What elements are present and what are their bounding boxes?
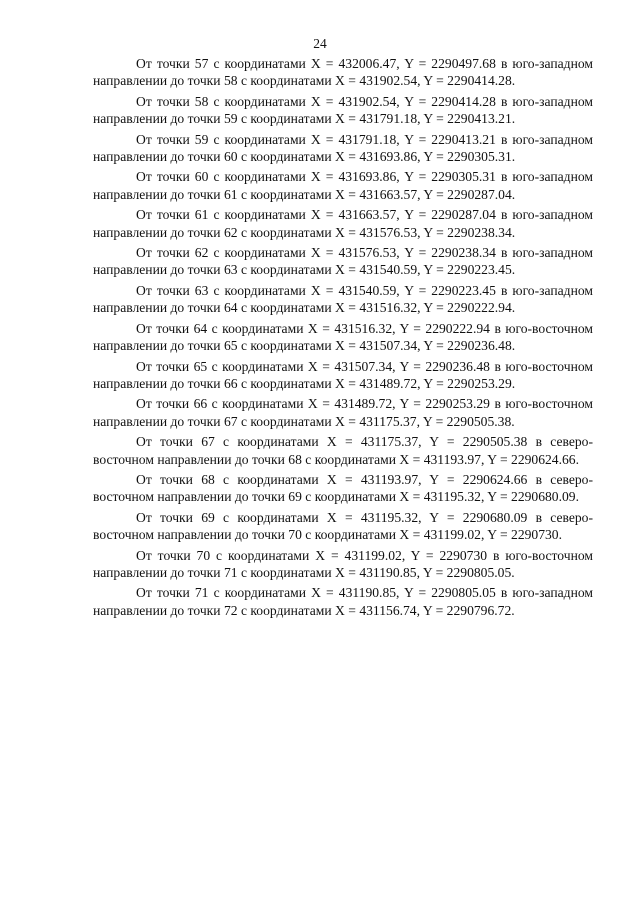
page-number: 24 — [313, 36, 327, 51]
boundary-paragraph: От точки 60 с координатами X = 431693.86, Y = 2290305.31 в юго-западном направлении до точки 61 с координатами X = 431663.57, Y = 2290287.04. — [93, 169, 593, 202]
boundary-paragraph: От точки 66 с координатами X = 431489.72, Y = 2290253.29 в юго-восточном направлении до точки 67 с координатами X = 431175.37, Y = 2290505.38. — [93, 396, 593, 429]
boundary-paragraph: От точки 69 с координатами X = 431195.32, Y = 2290680.09 в северо-восточном направлении до точки 70 с координатами X = 431199.02, Y = 2290730. — [93, 509, 593, 543]
boundary-paragraph: От точки 62 с координатами X = 431576.53, Y = 2290238.34 в юго-западном направлении до точки 63 с координатами X = 431540.59, Y = 2290223.45. — [93, 245, 593, 278]
document-body — [93, 55, 593, 622]
boundary-paragraph: От точки 68 с координатами X = 431193.97, Y = 2290624.66 в северо-восточном направлении до точки 69 с координатами X = 431195.32, Y = 2290680.09. — [93, 471, 593, 505]
boundary-paragraph: От точки 67 с координатами X = 431175.37, Y = 2290505.38 в северо-восточном направлении до точки 68 с координатами X = 431193.97, Y = 2290624.66. — [93, 434, 593, 467]
boundary-paragraph: От точки 58 с координатами X = 431902.54, Y = 2290414.28 в юго-западном направлении до точки 59 с координатами X = 431791.18, Y = 2290413.21. — [93, 93, 593, 127]
boundary-paragraph: От точки 70 с координатами X = 431199.02, Y = 2290730 в юго-восточном направлении до точки 71 с координатами X = 431190.85, Y = 2290805.05. — [93, 547, 593, 580]
boundary-paragraph: От точки 64 с координатами X = 431516.32, Y = 2290222.94 в юго-восточном направлении до точки 65 с координатами X = 431507.34, Y = 2290236.48. — [93, 320, 593, 354]
boundary-paragraph: От точки 71 с координатами X = 431190.85, Y = 2290805.05 в юго-западном направлении до точки 72 с координатами X = 431156.74, Y = 2290796.72. — [93, 585, 593, 618]
boundary-paragraph: От точки 57 с координатами X = 432006.47, Y = 2290497.68 в юго-западном направлении до точки 58 с координатами X = 431902.54, Y = 2290414.28. — [93, 56, 593, 89]
boundary-paragraph: От точки 65 с координатами X = 431507.34, Y = 2290236.48 в юго-восточном направлении до точки 66 с координатами X = 431489.72, Y = 2290253.29. — [93, 358, 593, 391]
boundary-paragraph: От точки 63 с координатами X = 431540.59, Y = 2290223.45 в юго-западном направлении до точки 64 с координатами X = 431516.32, Y = 2290222.94. — [93, 282, 593, 316]
boundary-paragraph: От точки 61 с координатами X = 431663.57, Y = 2290287.04 в юго-западном направлении до точки 62 с координатами X = 431576.53, Y = 2290238.34. — [93, 207, 593, 240]
boundary-paragraph: От точки 59 с координатами X = 431791.18, Y = 2290413.21 в юго-западном направлении до точки 60 с координатами X = 431693.86, Y = 2290305.31. — [93, 131, 593, 165]
